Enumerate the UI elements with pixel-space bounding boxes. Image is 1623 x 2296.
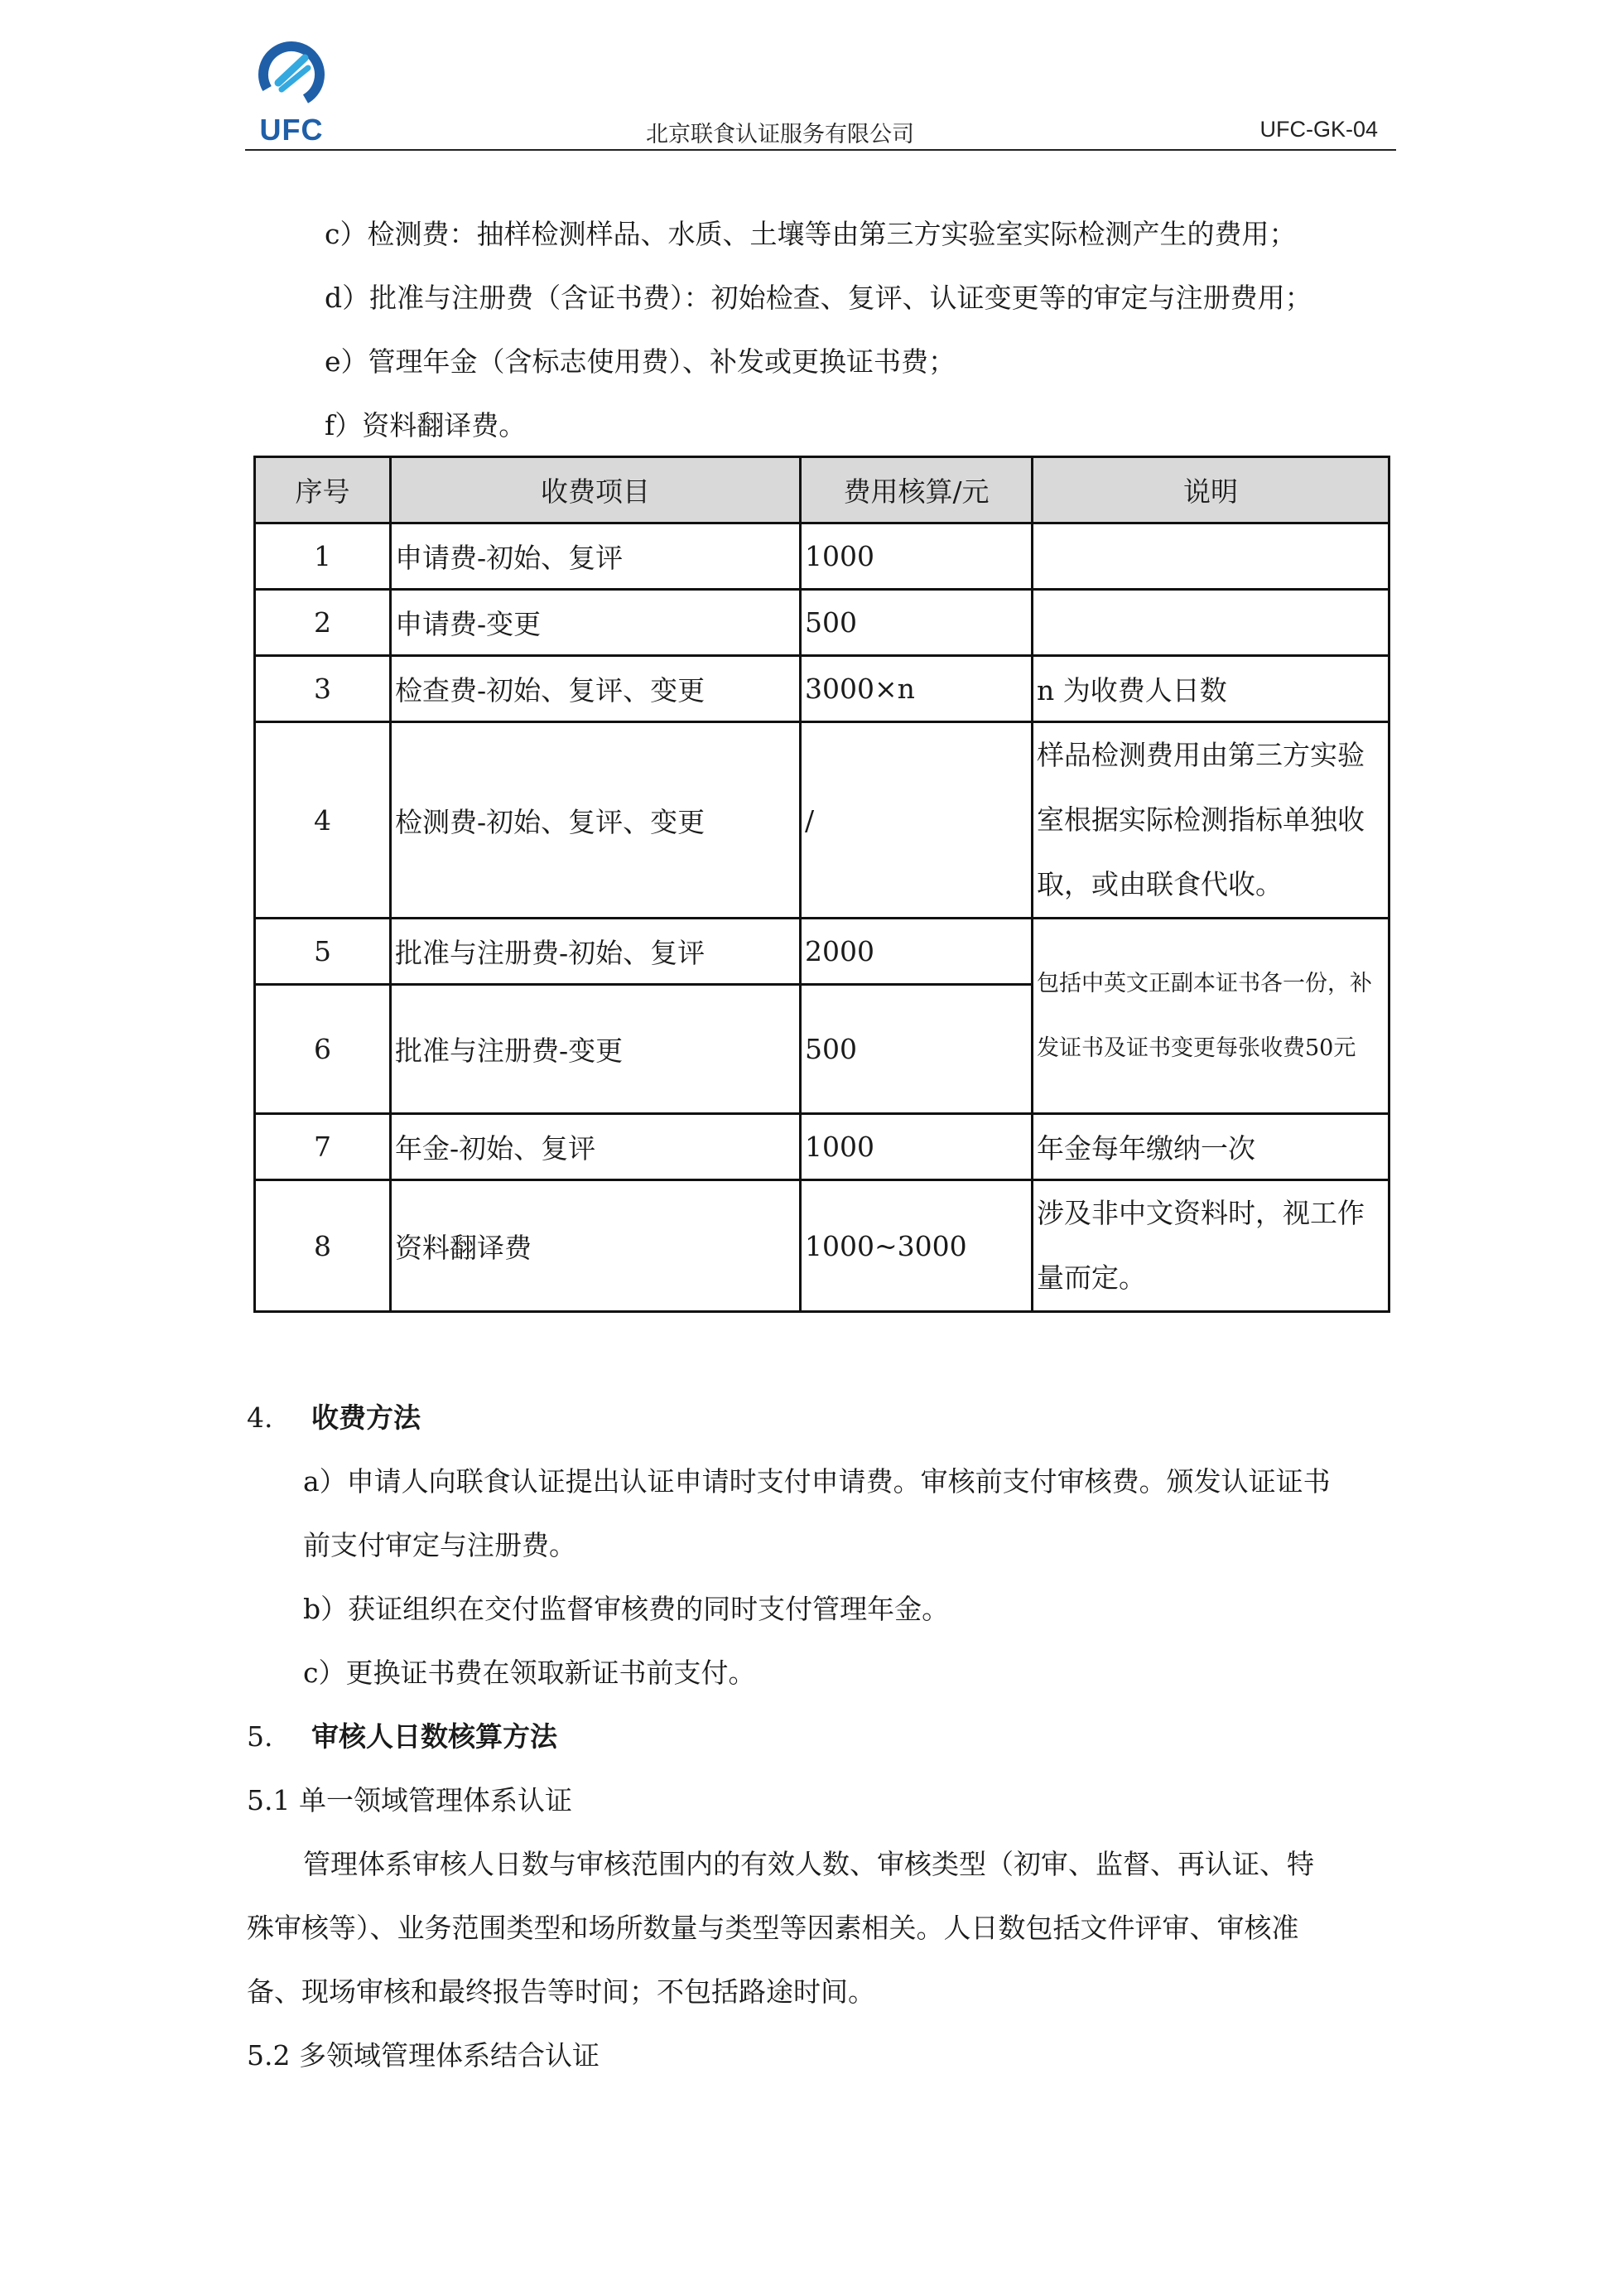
row-note [1033,523,1389,590]
table-row [255,656,1389,722]
section-4-item-b: b）获证组织在交付监督审核费的同时支付管理年金。 [303,1593,950,1625]
logo-text: UFC [259,113,324,147]
table-row [255,919,1389,985]
fee-table [253,456,1390,1313]
section-5-para-line-1: 管理体系审核人日数与审核范围内的有效人数、审核类型（初审、监督、再认证、特 [303,1848,1314,1880]
row-item: 检查费-初始、复评、变更 [391,656,801,722]
section-5-para-line-3: 备、现场审核和最终报告等时间；不包括路途时间。 [247,1975,875,2008]
header-company-name: 北京联食认证服务有限公司 [646,122,914,147]
section-4-item-a: a）申请人向联食认证提出认证申请时支付申请费。审核前支付审核费。颁发认证证书 [303,1465,1331,1498]
subsection-5-1: 5.1 单一领域管理体系认证 [247,1784,572,1816]
row-note-merged: 包括中英文正副本证书各一份，补发证书及证书变更每张收费50元 [1033,919,1389,1114]
table-row [255,1180,1389,1312]
section-4-item-c: c）更换证书费在领取新证书前支付。 [303,1657,756,1689]
header-item: 收费项目 [391,457,801,523]
ufc-logo [245,40,338,149]
row-note: 样品检测费用由第三方实验室根据实际检测指标单独收取，或由联食代收。 [1033,722,1389,919]
row-fee: 3000×n [801,656,1033,722]
section-5-heading [247,1715,557,1754]
section-4-title: 收费方法 [311,1401,421,1434]
row-note: n 为收费人日数 [1033,656,1389,722]
row-item: 批准与注册费-变更 [391,985,801,1114]
row-note: 年金每年缴纳一次 [1033,1114,1389,1180]
row-note: 涉及非中文资料时，视工作量而定。 [1033,1180,1389,1312]
row-item: 申请费-初始、复评 [391,523,801,590]
row-fee: 1000 [801,523,1033,590]
table-row [255,590,1389,656]
table-header-row [255,457,1389,523]
table-row [255,1114,1389,1180]
row-no: 7 [255,1114,391,1180]
row-no: 6 [255,985,391,1114]
fee-item-f: f）资料翻译费。 [325,409,527,441]
section-5-number: 5. [247,1720,273,1753]
row-note [1033,590,1389,656]
row-item: 资料翻译费 [391,1180,801,1312]
row-no: 5 [255,919,391,985]
row-no: 8 [255,1180,391,1312]
section-4-heading [247,1396,421,1435]
row-fee: 1000 [801,1114,1033,1180]
header-divider [245,149,1396,151]
header-doc-code: UFC-GK-04 [1259,117,1378,142]
header-note: 说明 [1033,457,1389,523]
fee-item-c: c）检测费：抽样检测样品、水质、土壤等由第三方实验室实际检测产生的费用； [325,218,1297,250]
row-no: 4 [255,722,391,919]
row-fee: 500 [801,590,1033,656]
section-4-item-a-cont: 前支付审定与注册费。 [303,1529,576,1561]
section-5-title: 审核人日数核算方法 [311,1720,557,1753]
table-row [255,722,1389,919]
row-no: 2 [255,590,391,656]
row-item: 年金-初始、复评 [391,1114,801,1180]
fee-item-d: d）批准与注册费（含证书费）：初始检查、复评、认证变更等的审定与注册费用； [325,282,1312,314]
fee-item-e: e）管理年金（含标志使用费）、补发或更换证书费； [325,345,956,378]
row-fee: / [801,722,1033,919]
header-no: 序号 [255,457,391,523]
header-fee: 费用核算/元 [801,457,1033,523]
row-fee: 1000~3000 [801,1180,1033,1312]
subsection-5-2: 5.2 多领域管理体系结合认证 [247,2039,600,2072]
row-fee: 500 [801,985,1033,1114]
section-4-number: 4. [247,1401,273,1434]
row-no: 1 [255,523,391,590]
row-item: 检测费-初始、复评、变更 [391,722,801,919]
row-item: 批准与注册费-初始、复评 [391,919,801,985]
section-5-para-line-2: 殊审核等）、业务范围类型和场所数量与类型等因素相关。人日数包括文件评审、审核准 [247,1912,1299,1944]
table-row [255,523,1389,590]
row-fee: 2000 [801,919,1033,985]
ufc-logo-icon [257,40,326,109]
row-no: 3 [255,656,391,722]
row-item: 申请费-变更 [391,590,801,656]
